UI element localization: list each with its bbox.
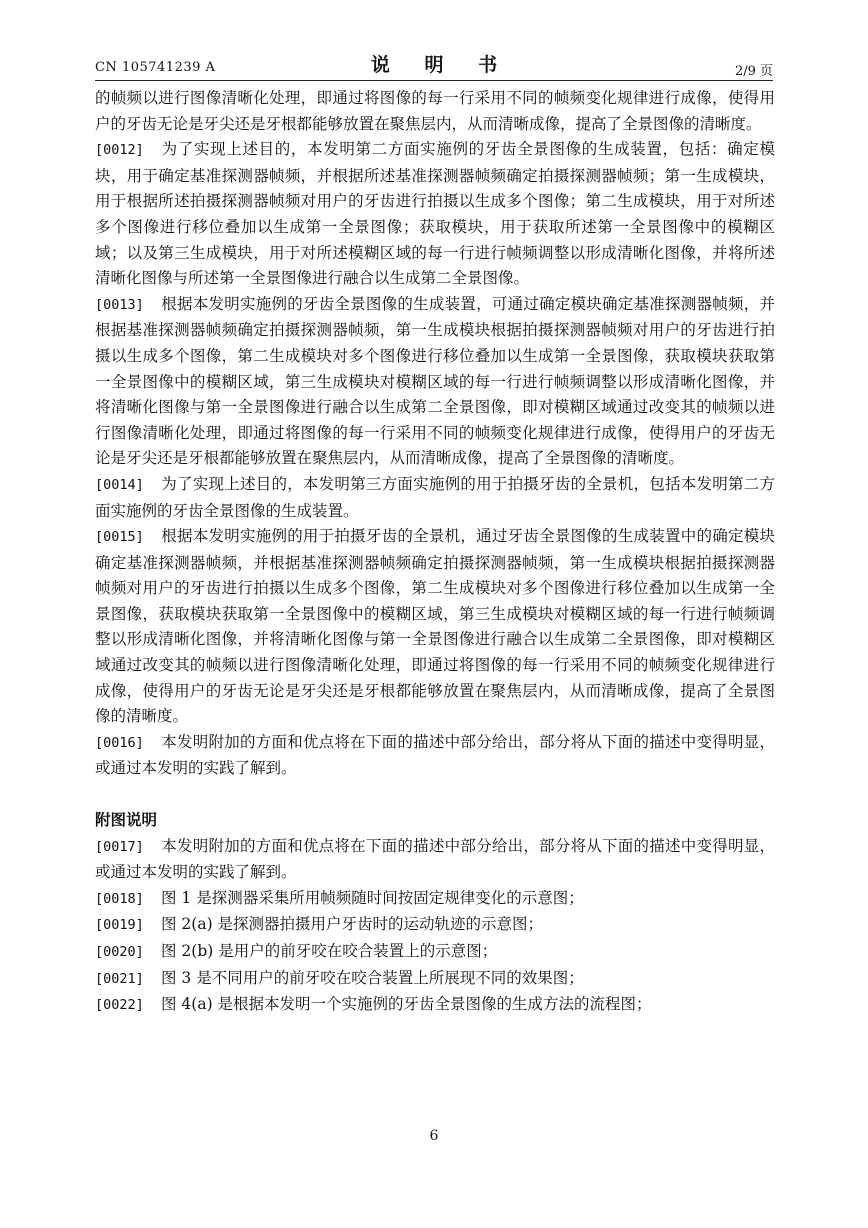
paragraph-text: 图 2(b) 是用户的前牙咬在咬合装置上的示意图； <box>161 942 498 960</box>
document-body <box>95 86 775 1019</box>
page-indicator: 2/9 页 <box>734 64 773 79</box>
page-header <box>95 50 773 80</box>
paragraph-number: [0013] <box>95 296 144 313</box>
paragraph-text: 本发明附加的方面和优点将在下面的描述中部分给出，部分将从下面的描述中变得明显，或通过本发明的实践了解到。 <box>95 836 775 882</box>
paragraph-number: [0019] <box>95 917 144 934</box>
paragraph <box>95 912 775 939</box>
paragraph <box>95 939 775 966</box>
paragraph-number: [0018] <box>95 890 144 907</box>
paragraph <box>95 992 775 1019</box>
paragraph <box>95 730 775 782</box>
paragraph-number: [0021] <box>95 970 144 987</box>
paragraph-number: [0016] <box>95 734 144 751</box>
paragraph-number: [0022] <box>95 997 144 1014</box>
paragraph-number: [0017] <box>95 838 144 855</box>
paragraph <box>95 886 775 913</box>
paragraph <box>95 292 775 472</box>
paragraph-text: 的帧频以进行图像清晰化处理，即通过将图像的每一行采用不同的帧频变化规律进行成像，使得用户的牙齿无论是牙尖还是牙根都能够放置在聚焦层内，从而清晰成像，提高了全景图像的清晰度。 <box>95 89 775 133</box>
paragraph-text: 图 4(a) 是根据本发明一个实施例的牙齿全景图像的生成方法的流程图； <box>161 995 652 1014</box>
paragraph <box>95 834 775 886</box>
paragraph-text: 图 3 是不同用户的前牙咬在咬合装置上所展现不同的效果图； <box>161 968 584 987</box>
paragraph <box>95 86 775 137</box>
paragraph-number: [0015] <box>95 529 144 546</box>
paragraph-text: 图 2(a) 是探测器拍摄用户牙齿时的运动轨迹的示意图； <box>161 915 544 934</box>
paragraph <box>95 472 775 524</box>
paragraph <box>95 966 775 993</box>
paragraph <box>95 137 775 292</box>
paragraph-group-summary <box>95 86 775 782</box>
section-heading: 附图说明 <box>95 811 158 830</box>
paragraph-number: [0014] <box>95 476 144 493</box>
paragraph-number: [0012] <box>95 142 144 159</box>
header-rule <box>95 80 773 81</box>
paragraph-text: 根据本发明实施例的牙齿全景图像的生成装置，可通过确定模块确定基准探测器帧频，并根据基准探测器帧频确定拍摄探测器帧频，第一生成模块根据拍摄探测器帧频对用户的牙齿进行拍摄以生成多个图像，第二生成模块对多个图像进行移位叠加以生成第一全景图像，获取模块获取第一全景图像中的模糊区域，第三生成模块对模糊区域的每一行进行帧频调整以形成清晰化图像，并将清晰化图像与第一全景图像进行融合以生成第二全景图像，即对模糊区域通过改变其的帧频以进行图像清晰化处理，即通过将图像的每一行采用不同的帧频变化规律进行成像，使得用户的牙齿无论是牙尖还是牙根都能够放置在聚焦层内，从而清晰成像，提高了全景图像的清晰度。 <box>95 294 775 468</box>
paragraph-text: 图 1 是探测器采集所用帧频随时间按固定规律变化的示意图； <box>161 888 584 907</box>
page-number: 6 <box>429 1128 439 1144</box>
publication-number: CN 105741239 A <box>95 60 216 75</box>
paragraph-text: 本发明附加的方面和优点将在下面的描述中部分给出，部分将从下面的描述中变得明显，或通过本发明的实践了解到。 <box>95 732 775 778</box>
document-title: 说 明 书 <box>370 54 512 76</box>
paragraph-text: 根据本发明实施例的用于拍摄牙齿的全景机，通过牙齿全景图像的生成装置中的确定模块确定基准探测器帧频，并根据基准探测器帧频确定拍摄探测器帧频，第一生成模块根据拍摄探测器帧频对用户的牙齿进行拍摄以生成多个图像，第二生成模块对多个图像进行移位叠加以生成第一全景图像，获取模块获取第一全景图像中的模糊区域，第三生成模块对模糊区域的每一行进行帧频调整以形成清晰化图像，并将清晰化图像与第一全景图像进行融合以生成第二全景图像，即对模糊区域通过改变其的帧频以进行图像清晰化处理，即通过将图像的每一行采用不同的帧频变化规律进行成像，使得用户的牙齿无论是牙尖还是牙根都能够放置在聚焦层内，从而清晰成像，提高了全景图像的清晰度。 <box>95 527 775 726</box>
paragraph-text: 为了实现上述目的，本发明第二方面实施例的牙齿全景图像的生成装置，包括：确定模块，用于确定基准探测器帧频，并根据所述基准探测器帧频确定拍摄探测器帧频；第一生成模块，用于根据所述拍摄探测器帧频对用户的牙齿进行拍摄以生成多个图像；第二生成模块，用于对所述多个图像进行移位叠加以生成第一全景图像；获取模块，用于获取所述第一全景图像中的模糊区域；以及第三生成模块，用于对所述模糊区域的每一行进行帧频调整以形成清晰化图像，并将所述清晰化图像与所述第一全景图像进行融合以生成第二全景图像。 <box>95 140 775 288</box>
paragraph-number: [0020] <box>95 944 144 960</box>
paragraph-group-figures <box>95 834 775 1019</box>
paragraph <box>95 524 775 730</box>
paragraph-text: 为了实现上述目的，本发明第三方面实施例的用于拍摄牙齿的全景机，包括本发明第二方面实施例的牙齿全景图像的生成装置。 <box>95 474 775 520</box>
